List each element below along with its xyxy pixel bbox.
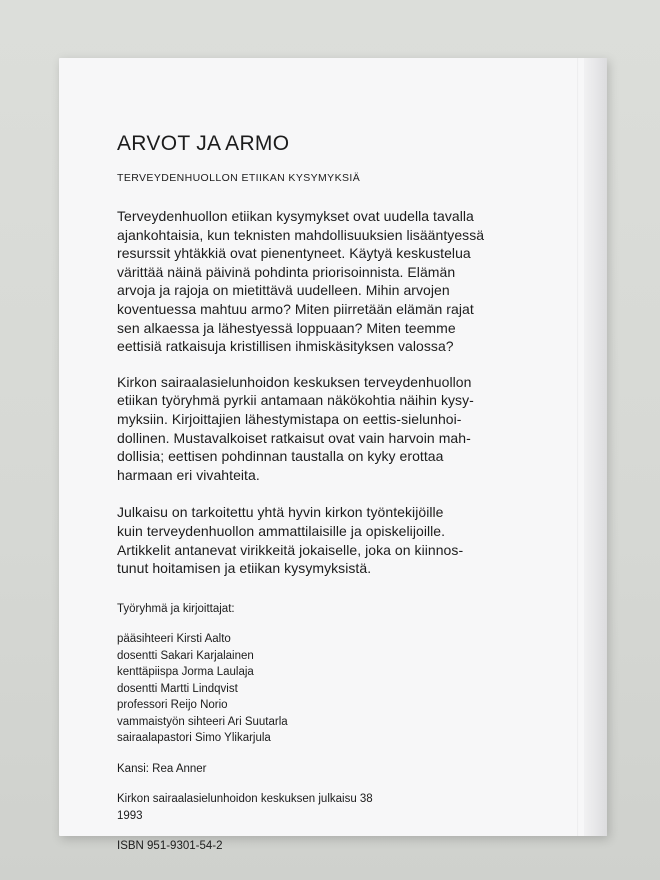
text-line: etiikan työryhmä pyrkii antamaan näkökohtia näihin kysy- [117,392,474,409]
text-line: Kirkon sairaalasielunhoidon keskuksen terveydenhuollon [117,373,472,390]
publisher-line: Kirkon sairaalasielunhoidon keskuksen julkaisu 38 [117,793,373,806]
text-line: dollinen. Mustavalkoiset ratkaisut ovat vain harvoin mah- [117,429,471,446]
back-cover-text [117,131,587,855]
text-line: myksiin. Kirjoittajien lähestymistapa on eettis-sielunhoi- [117,410,462,427]
publisher-info [117,791,587,824]
book-title: ARVOT JA ARMO [117,132,290,155]
text-line: tunut hoitamisen ja etiikan kysymyksistä. [117,560,372,577]
author-entry: sairaalapastori Simo Ylikarjula [117,732,271,745]
author-entry: dosentti Martti Lindqvist [117,682,238,695]
text-line: Artikkelit antanevat virikkeitä jokaiselle, joka on kiinnos- [117,541,464,558]
author-entry: dosentti Sakari Karjalainen [117,649,254,662]
text-line: eettisiä ratkaisuja kristillisen ihmiskäsityksen valossa? [117,338,454,355]
description-paragraph-1 [117,207,505,356]
book-spine-edge [584,58,607,836]
text-line: ajankohtaisia, kun teknisten mahdollisuuksien lisääntyessä [117,226,485,243]
text-line: harmaan eri vivahteita. [117,466,260,483]
description-paragraph-2 [117,373,505,485]
text-line: koventuessa mahtuu armo? Miten piirretään elämän rajat [117,300,474,317]
text-line: Terveydenhuollon etiikan kysymykset ovat uudella tavalla [117,208,474,224]
author-entry: pääsihteeri Kirsti Aalto [117,633,231,646]
isbn-number: ISBN 951-9301-54-2 [117,840,223,853]
author-entry: professori Reijo Norio [117,699,228,712]
text-line: kuin terveydenhuollon ammattilaisille ja opiskelijoille. [117,522,446,539]
description-paragraph-3 [117,503,505,577]
author-entry: vammaistyön sihteeri Ari Suutarla [117,715,288,728]
text-line: arvoja ja rajoja on mietittävä uudelleen. Mihin arvojen [117,282,450,299]
publication-year: 1993 [117,809,143,822]
text-line: dollisia; eettisen pohdinnan taustalla on kyky erottaa [117,448,444,465]
text-line: värittää näinä päivinä pohdinta priorisoinnista. Elämän [117,263,456,280]
text-line: sen alkaessa ja lähestyessä loppuaan? Miten teemme [117,319,456,336]
cover-credit: Kansi: Rea Anner [117,762,207,775]
authors-list [117,631,587,747]
workgroup-label: Työryhmä ja kirjoittajat: [117,602,235,615]
author-entry: kenttäpiispa Jorma Laulaja [117,666,254,679]
text-line: Julkaisu on tarkoitettu yhtä hyvin kirkon työntekijöille [117,504,444,521]
text-line: resurssit yhtäkkiä ovat pienentyneet. Käytyä keskustelua [117,245,471,262]
book-subtitle: TERVEYDENHUOLLON ETIIKAN KYSYMYKSIÄ [117,172,361,184]
